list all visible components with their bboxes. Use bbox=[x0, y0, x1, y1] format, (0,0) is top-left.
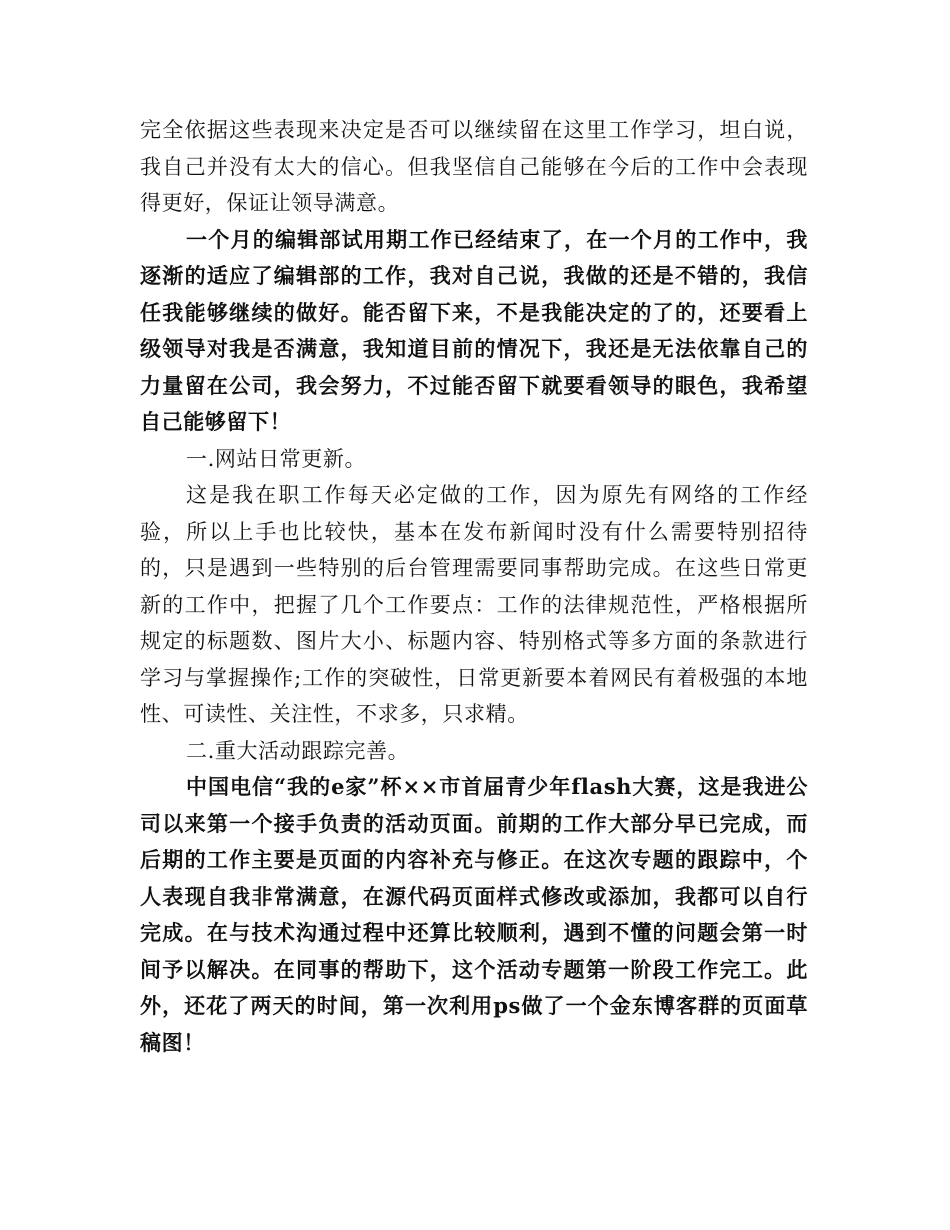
paragraph-continuation: 完全依据这些表现来决定是否可以继续留在这里工作学习，坦白说，我自己并没有太大的信心。但我坚信自己能够在今后的工作中会表现得更好，保证让领导满意。 bbox=[140, 118, 808, 215]
paragraph-flash-contest: 中国电信“我的e家”杯××市首届青少年flash大赛，这是我进公司以来第一个接手负责的活动页面。前期的工作大部分早已完成，而后期的工作主要是页面的内容补充与修正。在这次专题的跟踪中，个人表现自我非常满意，在源代码页面样式修改或添加，我都可以自行完成。在与技术沟通过程中还算比较顺利，遇到不懂的问题会第一时间予以解决。在同事的帮助下，这个活动专题第一阶段工作完工。此外，还花了两天的时间，第一次利用ps做了一个金东博客群的页面草稿图！ bbox=[140, 774, 808, 1055]
paragraph-trial-period: 一个月的编辑部试用期工作已经结束了，在一个月的工作中，我逐渐的适应了编辑部的工作，我对自己说，我做的还是不错的，我信任我能够继续的做好。能否留下来，不是我能决定的了的，还要看上级领导对我是否满意，我知道目前的情况下，我还是无法依靠自己的力量留在公司，我会努力，不过能否留下就要看领导的眼色，我希望自己能够留下！ bbox=[140, 226, 808, 434]
paragraph-website-updates: 这是我在职工作每天必定做的工作，因为原先有网络的工作经验，所以上手也比较快，基本在发布新闻时没有什么需要特别招待的，只是遇到一些特别的后台管理需要同事帮助完成。在这些日常更新的工作中，把握了几个工作要点：工作的法律规范性，严格根据所规定的标题数、图片大小、标题内容、特别格式等多方面的条款进行学习与掌握操作;工作的突破性，日常更新要本着网民有着极强的本地性、可读性、关注性，不求多，只求精。 bbox=[140, 483, 808, 726]
document-body bbox=[140, 112, 808, 1061]
section-heading-major-events: 二.重大活动跟踪完善。 bbox=[186, 738, 410, 763]
section-heading-website-updates: 一.网站日常更新。 bbox=[186, 446, 367, 471]
